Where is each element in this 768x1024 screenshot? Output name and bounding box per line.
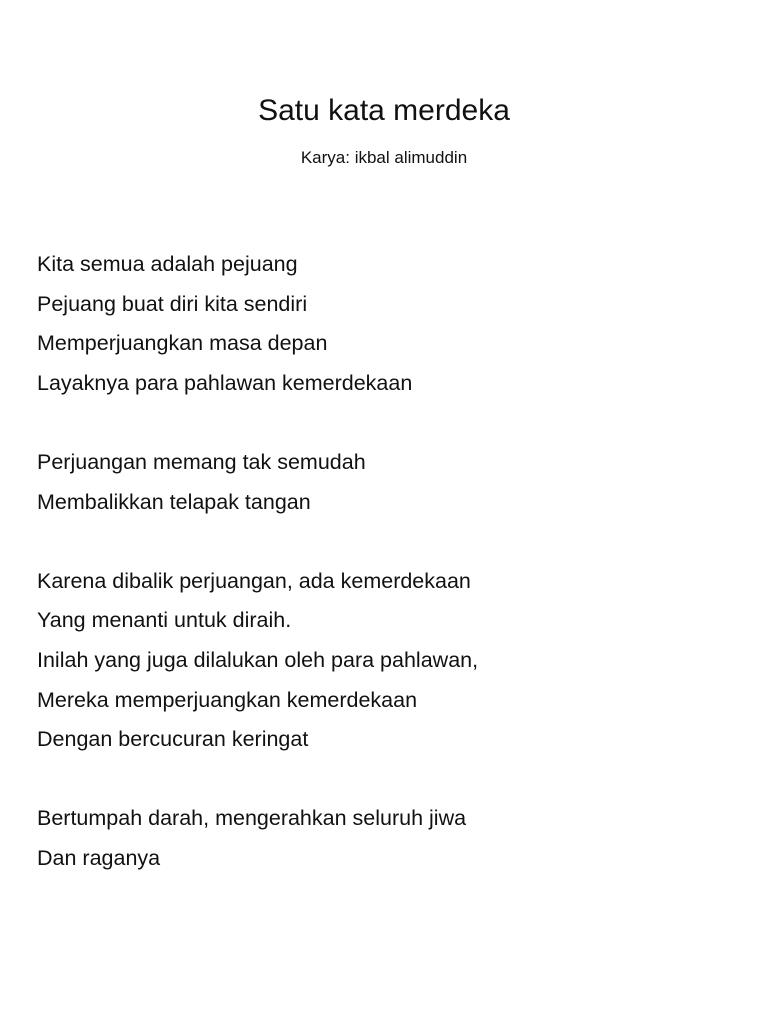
poem-line: Kita semua adalah pejuang xyxy=(37,252,298,276)
poem-line: Yang menanti untuk diraih. xyxy=(37,608,292,633)
poem-title: Satu kata merdeka xyxy=(258,94,510,127)
poem-body xyxy=(37,245,737,918)
stanza-3 xyxy=(37,562,737,760)
poem-line: Layaknya para pahlawan kemerdekaan xyxy=(37,370,413,395)
poem-author: Karya: ikbal alimuddin xyxy=(300,148,468,167)
poem-line: Inilah yang juga dilalukan oleh para pahlawan, xyxy=(37,647,479,672)
poem-line: Dengan bercucuran keringat xyxy=(37,727,309,752)
poem-line: Memperjuangkan masa depan xyxy=(37,331,328,356)
poem-line: Perjuangan memang tak semudah xyxy=(37,449,366,474)
poem-line: Bertumpah darah, mengerahkan seluruh jiwa xyxy=(37,806,467,831)
poem-line: Dan raganya xyxy=(37,845,161,870)
poem-line: Membalikkan telapak tangan xyxy=(37,489,311,514)
stanza-4 xyxy=(37,799,737,878)
stanza-1 xyxy=(37,245,737,403)
stanza-2 xyxy=(37,443,737,522)
poem-line: Mereka memperjuangkan kemerdekaan xyxy=(37,687,418,712)
poem-line: Pejuang buat diri kita sendiri xyxy=(37,291,308,316)
poem-line: Karena dibalik perjuangan, ada kemerdekaan xyxy=(37,568,471,593)
